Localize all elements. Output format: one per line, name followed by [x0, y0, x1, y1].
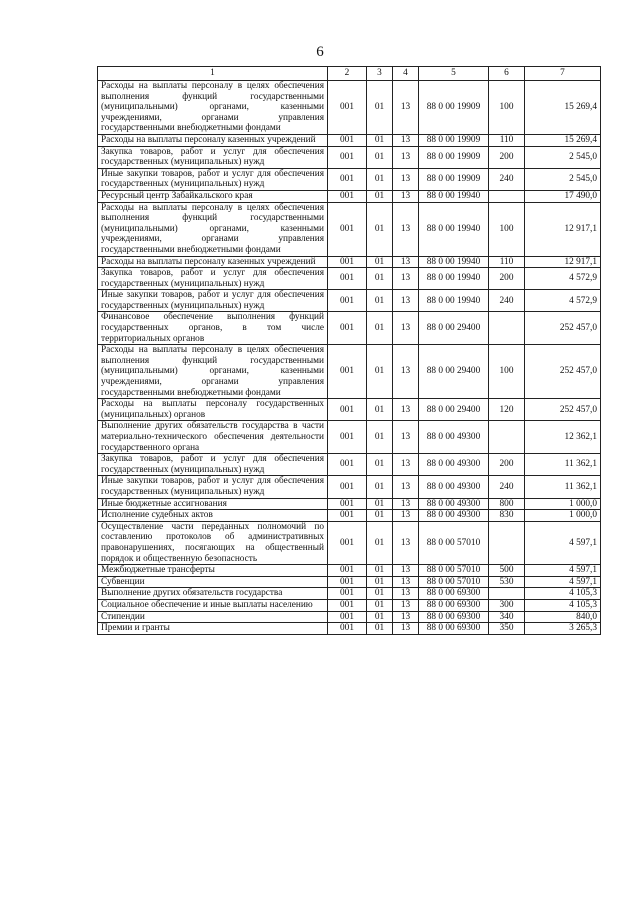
row-code-6: 830: [489, 510, 525, 522]
row-amount: 12 362,1: [525, 421, 601, 454]
row-code-3: 01: [367, 421, 393, 454]
row-code-4: 13: [393, 202, 419, 256]
row-code-3: 01: [367, 312, 393, 345]
row-code-3: 01: [367, 134, 393, 146]
row-code-2: 001: [328, 399, 367, 421]
row-code-2: 001: [328, 81, 367, 135]
row-name: Расходы на выплаты персоналу казенных учреждений: [98, 256, 328, 268]
row-code-6: 300: [489, 599, 525, 611]
row-amount: 11 362,1: [525, 454, 601, 476]
row-code-4: 13: [393, 498, 419, 510]
table-row: [98, 476, 601, 498]
row-code-2: 001: [328, 312, 367, 345]
row-code-4: 13: [393, 521, 419, 564]
row-code-6: 120: [489, 399, 525, 421]
row-code-5: 88 0 00 19909: [419, 168, 489, 190]
table-row: [98, 576, 601, 588]
row-code-4: 13: [393, 290, 419, 312]
row-code-2: 001: [328, 421, 367, 454]
row-amount: 4 597,1: [525, 521, 601, 564]
row-code-4: 13: [393, 268, 419, 290]
row-code-4: 13: [393, 345, 419, 399]
table-row: [98, 345, 601, 399]
table-row: [98, 268, 601, 290]
row-code-5: 88 0 00 19909: [419, 134, 489, 146]
row-code-2: 001: [328, 599, 367, 611]
row-code-4: 13: [393, 454, 419, 476]
row-code-4: 13: [393, 168, 419, 190]
row-name: Иные закупки товаров, работ и услуг для обеспечения государственных (муниципальных) нужд: [98, 476, 328, 498]
row-code-5: 88 0 00 19909: [419, 146, 489, 168]
row-code-5: 88 0 00 29400: [419, 312, 489, 345]
row-code-3: 01: [367, 510, 393, 522]
row-code-5: 88 0 00 19940: [419, 268, 489, 290]
row-code-4: 13: [393, 399, 419, 421]
row-code-2: 001: [328, 498, 367, 510]
row-name: Выполнение других обязательств государства: [98, 588, 328, 600]
row-amount: 15 269,4: [525, 81, 601, 135]
row-code-5: 88 0 00 69300: [419, 623, 489, 635]
table-row: [98, 454, 601, 476]
table-row: [98, 168, 601, 190]
row-code-5: 88 0 00 57010: [419, 576, 489, 588]
column-header-4: 4: [393, 67, 419, 81]
row-amount: 4 597,1: [525, 565, 601, 577]
row-code-6: 100: [489, 81, 525, 135]
row-amount: 1 000,0: [525, 510, 601, 522]
row-code-2: 001: [328, 454, 367, 476]
row-code-4: 13: [393, 588, 419, 600]
row-code-5: 88 0 00 49300: [419, 510, 489, 522]
row-code-4: 13: [393, 312, 419, 345]
table-row: [98, 588, 601, 600]
row-amount: 4 572,9: [525, 268, 601, 290]
row-amount: 12 917,1: [525, 256, 601, 268]
row-name: Расходы на выплаты персоналу государственных (муниципальных) органов: [98, 399, 328, 421]
row-code-5: 88 0 00 19940: [419, 202, 489, 256]
row-name: Закупка товаров, работ и услуг для обеспечения государственных (муниципальных) нужд: [98, 454, 328, 476]
row-amount: 12 917,1: [525, 202, 601, 256]
row-code-5: 88 0 00 19940: [419, 290, 489, 312]
row-amount: 17 490,0: [525, 190, 601, 202]
row-code-6: [489, 421, 525, 454]
row-name: Осуществление части переданных полномочий по составлению протоколов об административных правонарушениях, посягающих на общественный порядок и общественную безопасность: [98, 521, 328, 564]
row-code-3: 01: [367, 268, 393, 290]
row-name: Исполнение судебных актов: [98, 510, 328, 522]
row-code-2: 001: [328, 168, 367, 190]
row-code-6: 200: [489, 268, 525, 290]
row-amount: 4 105,3: [525, 588, 601, 600]
row-code-2: 001: [328, 345, 367, 399]
table-row: [98, 134, 601, 146]
row-code-3: 01: [367, 81, 393, 135]
row-code-6: 350: [489, 623, 525, 635]
row-amount: 2 545,0: [525, 168, 601, 190]
row-code-6: 200: [489, 146, 525, 168]
table-body: [98, 81, 601, 635]
row-name: Закупка товаров, работ и услуг для обеспечения государственных (муниципальных) нужд: [98, 146, 328, 168]
row-code-3: 01: [367, 588, 393, 600]
column-header-5: 5: [419, 67, 489, 81]
page-number: 6: [316, 44, 324, 60]
row-code-6: 240: [489, 168, 525, 190]
row-code-2: 001: [328, 202, 367, 256]
row-code-3: 01: [367, 399, 393, 421]
table-row: [98, 421, 601, 454]
row-code-3: 01: [367, 202, 393, 256]
row-code-4: 13: [393, 611, 419, 623]
row-code-4: 13: [393, 623, 419, 635]
row-name: Субвенции: [98, 576, 328, 588]
table-row: [98, 498, 601, 510]
row-code-3: 01: [367, 168, 393, 190]
row-amount: 2 545,0: [525, 146, 601, 168]
row-code-2: 001: [328, 268, 367, 290]
row-code-2: 001: [328, 510, 367, 522]
row-code-3: 01: [367, 454, 393, 476]
row-code-4: 13: [393, 599, 419, 611]
row-code-6: 100: [489, 345, 525, 399]
row-code-2: 001: [328, 623, 367, 635]
row-code-2: 001: [328, 146, 367, 168]
table-row: [98, 611, 601, 623]
row-code-2: 001: [328, 256, 367, 268]
row-code-4: 13: [393, 565, 419, 577]
row-code-3: 01: [367, 521, 393, 564]
row-code-2: 001: [328, 190, 367, 202]
table-row: [98, 190, 601, 202]
row-code-3: 01: [367, 290, 393, 312]
row-code-2: 001: [328, 611, 367, 623]
row-name: Межбюджетные трансферты: [98, 565, 328, 577]
row-code-5: 88 0 00 49300: [419, 498, 489, 510]
row-code-5: 88 0 00 19940: [419, 256, 489, 268]
row-code-2: 001: [328, 134, 367, 146]
column-header-2: 2: [328, 67, 367, 81]
row-name: Расходы на выплаты персоналу в целях обеспечения выполнения функций государственными (муниципальными) органами, казенными учреждениями, органами управления государственными внебюджетными фондами: [98, 345, 328, 399]
row-code-3: 01: [367, 576, 393, 588]
row-amount: 11 362,1: [525, 476, 601, 498]
row-code-4: 13: [393, 134, 419, 146]
row-name: Стипендии: [98, 611, 328, 623]
row-code-5: 88 0 00 19940: [419, 190, 489, 202]
table-row: [98, 146, 601, 168]
table-row: [98, 510, 601, 522]
row-code-6: 340: [489, 611, 525, 623]
row-name: Закупка товаров, работ и услуг для обеспечения государственных (муниципальных) нужд: [98, 268, 328, 290]
row-name: Иные закупки товаров, работ и услуг для обеспечения государственных (муниципальных) нужд: [98, 168, 328, 190]
row-amount: 252 457,0: [525, 312, 601, 345]
row-code-5: 88 0 00 49300: [419, 421, 489, 454]
row-code-4: 13: [393, 576, 419, 588]
table-row: [98, 565, 601, 577]
row-code-5: 88 0 00 69300: [419, 599, 489, 611]
row-code-3: 01: [367, 498, 393, 510]
row-code-6: [489, 521, 525, 564]
row-name: Финансовое обеспечение выполнения функций государственных органов, в том числе территориальных органов: [98, 312, 328, 345]
row-code-6: 100: [489, 202, 525, 256]
row-code-3: 01: [367, 345, 393, 399]
row-code-2: 001: [328, 521, 367, 564]
row-amount: 252 457,0: [525, 399, 601, 421]
row-code-6: 200: [489, 454, 525, 476]
row-name: Иные закупки товаров, работ и услуг для обеспечения государственных (муниципальных) нужд: [98, 290, 328, 312]
row-code-4: 13: [393, 510, 419, 522]
row-code-3: 01: [367, 190, 393, 202]
table-row: [98, 202, 601, 256]
row-code-6: 800: [489, 498, 525, 510]
column-header-7: 7: [525, 67, 601, 81]
row-code-3: 01: [367, 565, 393, 577]
column-header-1: 1: [98, 67, 328, 81]
row-name: Иные бюджетные ассигнования: [98, 498, 328, 510]
row-name: Выполнение других обязательств государства в части материально-технического обеспечения деятельности государственного органа: [98, 421, 328, 454]
row-code-5: 88 0 00 29400: [419, 345, 489, 399]
row-name: Расходы на выплаты персоналу в целях обеспечения выполнения функций государственными (муниципальными) органами, казенными учреждениями, органами управления государственными внебюджетными фондами: [98, 81, 328, 135]
row-code-6: [489, 588, 525, 600]
row-code-3: 01: [367, 256, 393, 268]
row-amount: 840,0: [525, 611, 601, 623]
row-amount: 252 457,0: [525, 345, 601, 399]
row-amount: 4 572,9: [525, 290, 601, 312]
row-code-4: 13: [393, 256, 419, 268]
row-name: Расходы на выплаты персоналу в целях обеспечения выполнения функций государственными (муниципальными) органами, казенными учреждениями, органами управления государственными внебюджетными фондами: [98, 202, 328, 256]
row-code-4: 13: [393, 190, 419, 202]
row-code-6: [489, 190, 525, 202]
table-row: [98, 521, 601, 564]
table-row: [98, 312, 601, 345]
row-code-5: 88 0 00 69300: [419, 588, 489, 600]
row-amount: 4 105,3: [525, 599, 601, 611]
column-header-3: 3: [367, 67, 393, 81]
row-code-2: 001: [328, 565, 367, 577]
budget-table: [97, 66, 601, 635]
table-row: [98, 399, 601, 421]
row-code-2: 001: [328, 290, 367, 312]
row-code-5: 88 0 00 69300: [419, 611, 489, 623]
table-row: [98, 81, 601, 135]
row-code-4: 13: [393, 81, 419, 135]
row-code-6: 530: [489, 576, 525, 588]
table-row: [98, 623, 601, 635]
column-header-6: 6: [489, 67, 525, 81]
header-row: [98, 67, 601, 81]
row-code-6: [489, 312, 525, 345]
row-code-4: 13: [393, 421, 419, 454]
row-amount: 1 000,0: [525, 498, 601, 510]
row-code-3: 01: [367, 146, 393, 168]
row-code-2: 001: [328, 588, 367, 600]
row-amount: 15 269,4: [525, 134, 601, 146]
table-row: [98, 599, 601, 611]
row-amount: 3 265,3: [525, 623, 601, 635]
row-name: Расходы на выплаты персоналу казенных учреждений: [98, 134, 328, 146]
row-code-3: 01: [367, 611, 393, 623]
row-code-6: 110: [489, 256, 525, 268]
row-code-6: 240: [489, 476, 525, 498]
row-name: Премии и гранты: [98, 623, 328, 635]
table-row: [98, 256, 601, 268]
row-code-5: 88 0 00 49300: [419, 454, 489, 476]
row-code-6: 500: [489, 565, 525, 577]
row-code-2: 001: [328, 476, 367, 498]
row-code-5: 88 0 00 29400: [419, 399, 489, 421]
row-code-5: 88 0 00 57010: [419, 521, 489, 564]
row-amount: 4 597,1: [525, 576, 601, 588]
table-row: [98, 290, 601, 312]
row-code-5: 88 0 00 49300: [419, 476, 489, 498]
row-code-6: 110: [489, 134, 525, 146]
row-code-5: 88 0 00 57010: [419, 565, 489, 577]
row-code-6: 240: [489, 290, 525, 312]
row-name: Социальное обеспечение и иные выплаты населению: [98, 599, 328, 611]
row-code-4: 13: [393, 146, 419, 168]
row-code-5: 88 0 00 19909: [419, 81, 489, 135]
row-code-3: 01: [367, 599, 393, 611]
row-name: Ресурсный центр Забайкальского края: [98, 190, 328, 202]
row-code-3: 01: [367, 476, 393, 498]
row-code-3: 01: [367, 623, 393, 635]
row-code-4: 13: [393, 476, 419, 498]
row-code-2: 001: [328, 576, 367, 588]
